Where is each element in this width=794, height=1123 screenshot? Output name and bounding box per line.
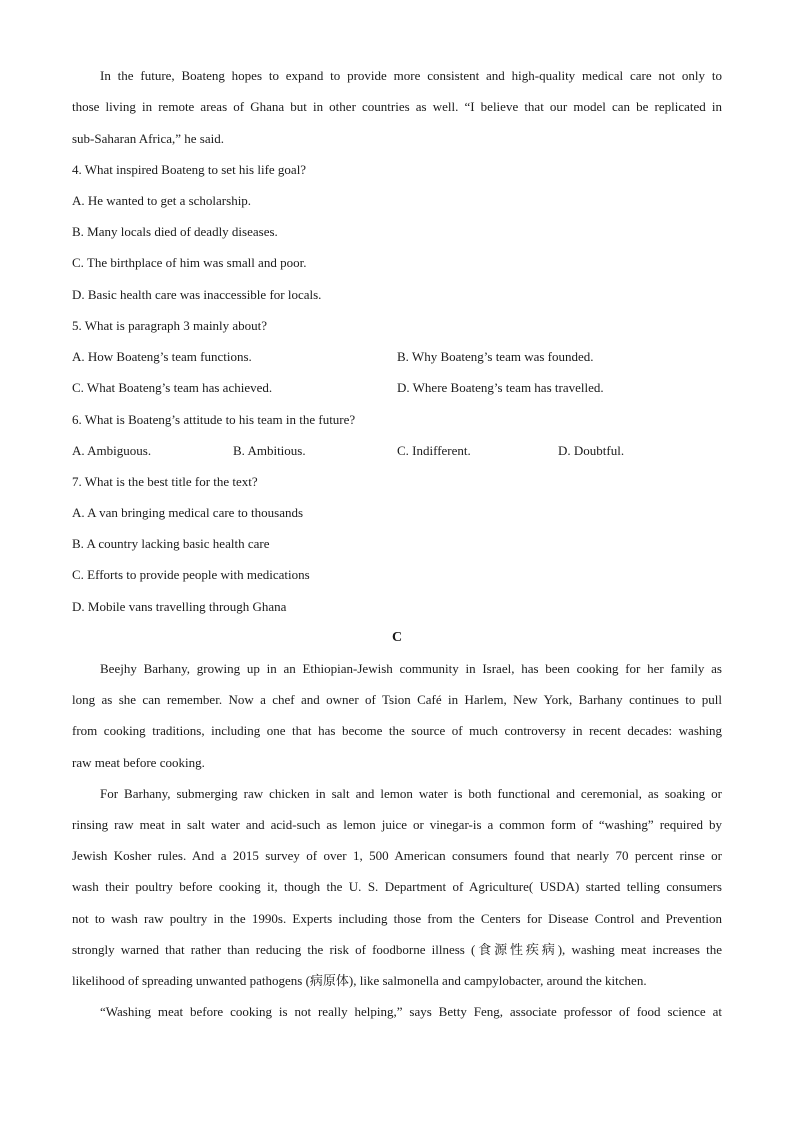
- question-7-stem: 7. What is the best title for the text?: [72, 474, 258, 489]
- question-4-option-a: A. He wanted to get a scholarship.: [72, 193, 252, 208]
- question-6-option-b: B. Ambitious.: [233, 443, 306, 458]
- question-5-stem: 5. What is paragraph 3 mainly about?: [72, 318, 268, 333]
- question-4-stem: 4. What inspired Boateng to set his life goal?: [72, 162, 307, 177]
- section-c-p1-line-1: Beejhy Barhany, growing up in an Ethiopian-Jewish community in Israel, has been cooking for her family as: [100, 661, 722, 676]
- question-7-option-d: D. Mobile vans travelling through Ghana: [72, 599, 287, 614]
- question-7-option-c: C. Efforts to provide people with medications: [72, 567, 310, 582]
- passage-b-line-1: In the future, Boateng hopes to expand to provide more consistent and high-quality medical care not only to: [100, 68, 722, 83]
- section-c-p1-line-2: long as she can remember. Now a chef and owner of Tsion Café in Harlem, New York, Barhany continues to pull: [72, 692, 722, 707]
- question-5-option-d: D. Where Boateng’s team has travelled.: [397, 380, 604, 395]
- question-5-option-c: C. What Boateng’s team has achieved.: [72, 380, 273, 395]
- section-c-p1-line-4: raw meat before cooking.: [72, 755, 205, 770]
- section-c-p2-line-4: wash their poultry before cooking it, though the U. S. Department of Agriculture( USDA) started telling consumers: [72, 879, 722, 894]
- question-7-option-a: A. A van bringing medical care to thousands: [72, 505, 304, 520]
- question-7-option-b: B. A country lacking basic health care: [72, 536, 270, 551]
- section-c-p1-line-3: from cooking traditions, including one that has become the source of much controversy in recent decades: washing: [72, 723, 722, 738]
- section-c-p2-line-5: not to wash raw poultry in the 1990s. Experts including those from the Centers for Disease Control and Prevention: [72, 911, 722, 926]
- passage-b-line-2: those living in remote areas of Ghana but in other countries as well. “I believe that our model can be replicated in: [72, 99, 722, 114]
- question-6-option-c: C. Indifferent.: [397, 443, 471, 458]
- section-c-p2-line-2: rinsing raw meat in salt water and acid-such as lemon juice or vinegar-is a common form of “washing” required by: [72, 817, 722, 832]
- passage-b-line-3: sub-Saharan Africa,” he said.: [72, 131, 224, 146]
- section-c-p2-line-3: Jewish Kosher rules. And a 2015 survey of over 1, 500 American consumers found that nearly 70 percent rinse or: [72, 848, 722, 863]
- section-c-heading: C: [391, 630, 403, 645]
- section-c-p2-line-1: For Barhany, submerging raw chicken in salt and lemon water is both functional and ceremonial, as soaking or: [100, 786, 722, 801]
- question-6-option-d: D. Doubtful.: [558, 443, 625, 458]
- question-4-option-b: B. Many locals died of deadly diseases.: [72, 224, 278, 239]
- question-4-option-c: C. The birthplace of him was small and poor.: [72, 255, 307, 270]
- question-4-option-d: D. Basic health care was inaccessible for locals.: [72, 287, 322, 302]
- section-c-p2-line-6: strongly warned that rather than reducing the risk of foodborne illness (食源性疾病), washing meat increases the: [72, 942, 722, 957]
- question-5-option-b: B. Why Boateng’s team was founded.: [397, 349, 594, 364]
- question-6-option-a: A. Ambiguous.: [72, 443, 152, 458]
- question-5-option-a: A. How Boateng’s team functions.: [72, 349, 252, 364]
- section-c-p2-line-7: likelihood of spreading unwanted pathogens (病原体), like salmonella and campylobacter, around the kitchen.: [72, 973, 647, 988]
- section-c-p3-line-1: “Washing meat before cooking is not really helping,” says Betty Feng, associate professor of food science at: [100, 1004, 722, 1019]
- question-6-stem: 6. What is Boateng’s attitude to his team in the future?: [72, 412, 356, 427]
